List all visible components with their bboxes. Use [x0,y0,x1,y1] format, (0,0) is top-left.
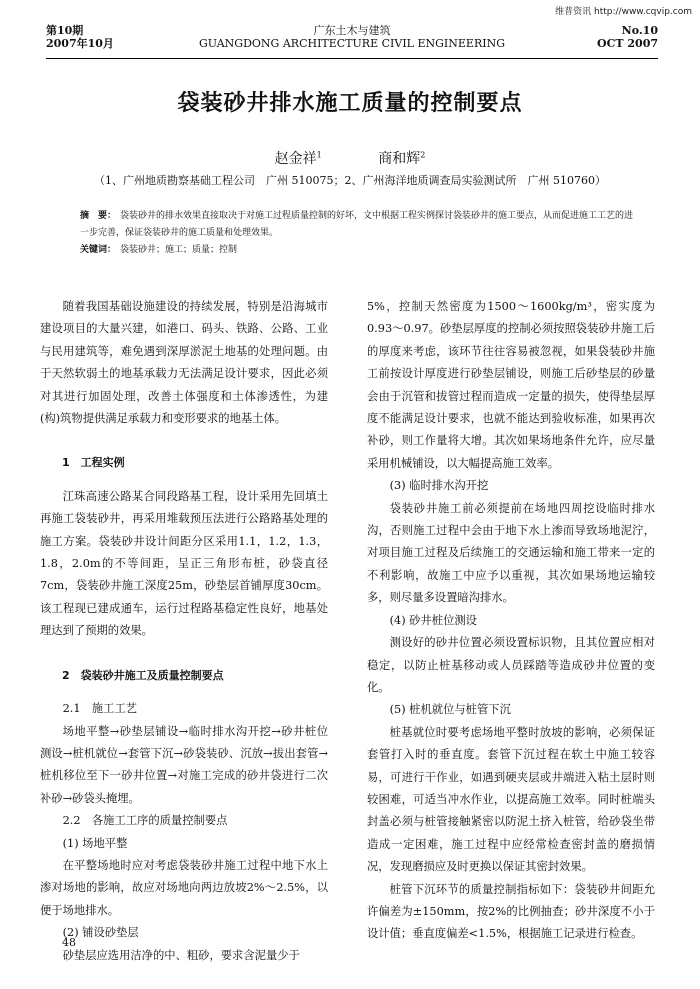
author-1-name: 赵金祥 [274,151,317,167]
right-column [367,296,655,946]
subsection-2-1-paragraph: 场地平整→砂垫层铺设→临时排水沟开挖→砂井桩位测设→桩机就位→套管下沉→砂袋装砂、沉放→拔出套管→桩机移位至下一砂井位置→对施工完成的砂井袋进行二次补砂→砂袋头掩埋。 [40,724,328,805]
abstract-text: 袋装砂井的排水效果直接取决于对施工过程质量控制的好坏，文中根据工程实例探讨袋装砂井的施工要点，从而促进施工工艺的进一步完善，保证袋装砂井的施工质量和处理效果。 [80,211,634,238]
abstract [80,208,635,242]
abstract-label: 摘 要： [80,211,117,221]
issue-cn: 第10期 [46,24,84,37]
item-1-paragraph: 在平整场地时应对考虑袋装砂井施工过程中地下水上渗对场地的影响，故应对场地向两边放坡2%～2.5%，以便于场地排水。 [40,858,328,917]
authors [0,148,700,168]
journal-en: GUANGDONG ARCHITECTURE CIVIL ENGINEERING [199,37,505,50]
item-2-paragraph: 砂垫层应选用洁净的中、粗砂，要求含泥量少于 [62,948,300,962]
keywords [80,242,635,259]
subsection-2-1-heading: 2.1 施工工艺 [62,702,138,716]
item-1-heading: (1) 场地平整 [62,836,128,850]
section-2-heading: 2 袋装砂井施工及质量控制要点 [62,668,224,682]
keywords-text: 袋装砂井；施工；质量；控制 [120,245,238,255]
item-4-heading: (4) 砂井桩位测设 [389,613,477,627]
section-1-paragraph: 江珠高速公路某合同段路基工程，设计采用先回填土再施工袋装砂井，再采用堆载预压法进行公路路基处理的施工方案。袋装砂井设计间距分区采用1.1，1.2，1.3，1.8，2.0m的不等间距，呈正三角形布桩，砂袋直径7cm，袋装砂井施工深度25m，砂垫层首铺厚度30cm。该工程现已建成通车，运行过程路基稳定性良好，地基处理达到了预期的效果。 [40,489,328,638]
item-4-paragraph: 测设好的砂井位置必须设置标识物，且其位置应相对稳定，以防止桩基移动或人员踩踏等造成砂井位置的变化。 [367,636,655,694]
intro-paragraph: 随着我国基础设施建设的持续发展，特别是沿海城市建设项目的大量兴建，如港口、码头、铁路、公路、工业与民用建筑等，难免遇到深厚淤泥土地基的处理问题。由于天然软弱土的地基承载力无法满足设计要求，因此必须对其进行加固处理，改善土体强度和土体渗透性，为建(构)筑物提供满足承载力和变形要求的地基土体。 [40,300,328,426]
date-en: OCT 2007 [597,37,658,50]
abstract-block [80,208,635,259]
left-column [40,296,328,967]
running-header [46,24,658,59]
date-cn: 2007年10月 [46,37,114,50]
item-2-continued: 5%，控制天然密度为1500～1600kg/m³，密实度为0.93～0.97。砂垫层厚度的控制必须按照袋装砂井施工后的厚度来考虑，该环节往往容易被忽视，如果袋装砂井施工前按设计厚度进行砂垫层铺设，则施工后砂垫层的砂量会由于沉管和拔管过程而造成一定量的损失，使得垫层厚度不能满足设计要求，也就不能达到验收标准，如果再次补砂，则工作量将大增。其次如果场地条件允许，应尽量采用机械铺设，以大幅提高施工效率。 [367,300,655,470]
author-2 [378,151,425,167]
author-2-sup: 2 [420,150,426,160]
watermark: 维普资讯 http://www.cqvip.com [555,7,692,17]
section-1-heading: 1 工程实例 [62,456,125,470]
page-number: 48 [62,936,76,949]
paper-title: 袋装砂井排水施工质量的控制要点 [177,91,523,116]
item-5-paragraph-2: 桩管下沉环节的质量控制指标如下：袋装砂井间距允许偏差为±150mm，按2%的比例抽查；砂井深度不小于设计值；垂直度偏差<1.5%，根据施工记录进行检查。 [367,882,655,941]
author-1 [275,151,322,167]
journal-cn: 广东土木与建筑 [313,24,391,37]
item-2-heading: (2) 铺设砂垫层 [62,926,139,940]
item-5-paragraph: 桩基就位时要考虑场地平整时放坡的影响，必须保证套管打入时的垂直度。套管下沉过程在软土中施工较容易，可进行干作业，如遇到硬夹层或井端进入粘土层时则较困难，可适当冲水作业，以提高施工效率。同时桩端头封盖必须与桩管接触紧密以防泥土挤入桩管，给砂袋坐带造成一定困难，施工过程中应经常检查密封盖的磨损情况，发现磨损应及时更换以保证其密封效果。 [367,725,655,874]
author-1-sup: 1 [316,150,322,160]
subsection-2-2-heading: 2.2 各施工工序的质量控制要点 [62,814,228,828]
item-3-paragraph: 袋装砂井施工前必须提前在场地四周挖设临时排水沟，否则施工过程中会由于地下水上渗而导致场地泥泞，对项目施工过程及后续施工的交通运输和施工带来一定的不利影响，故施工中应予以重视，其次如果场地运输较多，则尽量多设置暗沟排水。 [367,501,655,605]
affiliation: （1、广州地质勘察基础工程公司 广州 510075；2、广州海洋地质调查局实验测试所 广州 510760） [94,174,606,187]
item-5-heading: (5) 桩机就位与桩管下沉 [389,703,511,717]
issue-en: No.10 [621,24,658,37]
header-center [46,24,658,50]
keywords-label: 关键词： [80,245,117,255]
author-2-name: 商和辉 [378,151,421,167]
item-3-heading: (3) 临时排水沟开挖 [389,479,489,493]
header-right [597,24,658,50]
